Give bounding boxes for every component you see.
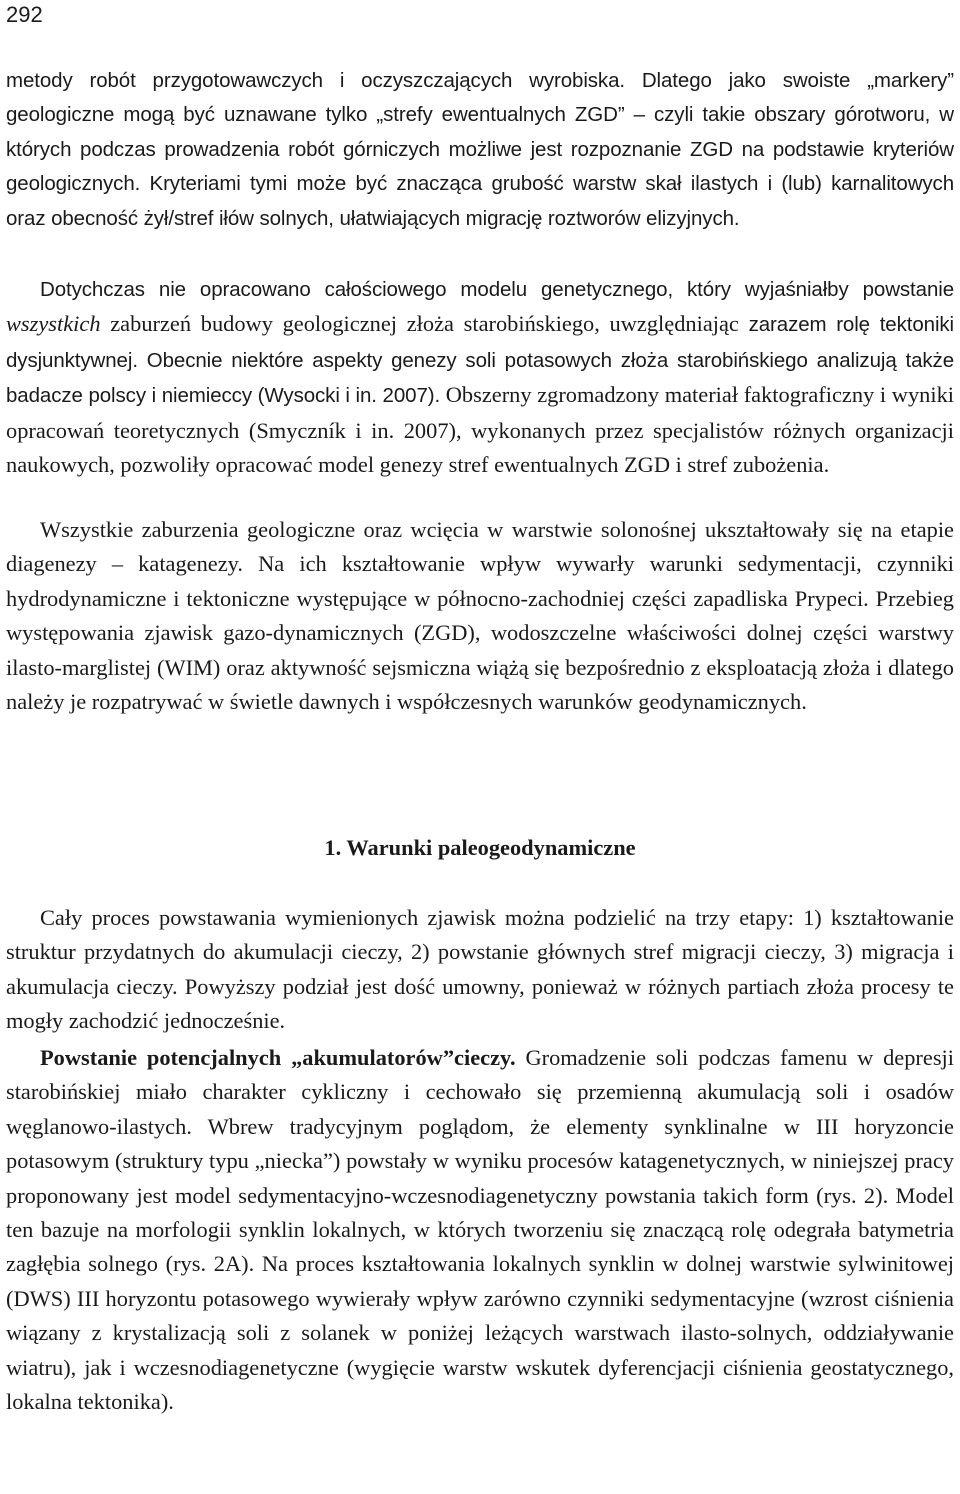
- paragraph-4: [6, 901, 954, 1039]
- paragraph-2-text-b: zaburzeń budowy geologicznej złoża starobińskiego, uwzględniając: [100, 311, 739, 337]
- paragraph-1-text: metody robót przygotowawczych i oczyszczających wyrobiska. Dlatego jako swoiste „markery” geologiczne mogą być uznawane tylko „strefy ewentualnych ZGD” – czyli takie obszary górotworu, w których podczas prowadzenia robót górniczych możliwe jest rozpoznanie ZGD na podstawie kryteriów geologicznych. Kryteriami tymi może być znacząca grubość warstw skał ilastych i (lub) karnalitowych oraz obecność żył/stref iłów solnych, ułatwiających migrację roztworów elizyjnych.: [6, 69, 954, 230]
- paragraph-2-text-d: Obszerny zgromadzony materiał faktograficzny i wyniki opracowań teoretycznych (Smyczník i in. 2007), wykonanych przez specjalistów różnych organizacji naukowych, pozwoliły opracować model genezy stref ewentualnych ZGD i stref zubożenia.: [6, 382, 954, 478]
- paragraph-4-text: Cały proces powstawania wymienionych zjawisk można podzielić na trzy etapy: 1) kształtowanie struktur przydatnych do akumulacji cieczy, 2) powstanie głównych stref migracji cieczy, 3) migracja i akumulacja cieczy. Powyższy podział jest dość umowny, ponieważ w różnych partiach złoża procesy te mogły zachodzić jednocześnie.: [6, 905, 954, 1034]
- section-heading: 1. Warunki paleogeodynamiczne: [324, 835, 636, 860]
- paragraph-1: [6, 64, 954, 236]
- page-number: 292: [6, 2, 43, 27]
- paragraph-5-bold-lead: Powstanie potencjalnych „akumulatorów”cieczy.: [40, 1045, 516, 1070]
- paragraph-2-text-a: Dotychczas nie opracowano całościowego modelu genetycznego, który wyjaśniałby powstanie: [40, 278, 954, 301]
- paragraph-3: [6, 513, 954, 719]
- paragraph-5: [6, 1041, 954, 1419]
- paragraph-2-italic: wszystkich: [6, 311, 101, 337]
- paragraph-5-text: Gromadzenie soli podczas famenu w depresji starobińskiej miało charakter cykliczny i cechowało się przemienną akumulacją soli i osadów węglanowo-ilastych. Wbrew tradycyjnym poglądom, że elementy synklinalne w III horyzoncie potasowym (struktury typu „niecka”) powstały w wyniku procesów katagenetycznych, w niniejszej pracy proponowany jest model sedymentacyjno-wczesnodiagenetyczny powstania takich form (rys. 2). Model ten bazuje na morfologii synklin lokalnych, w których tworzeniu się znaczącą rolę odegrała batymetria zagłębia solnego (rys. 2A). Na proces kształtowania lokalnych synklin w dolnej warstwie sylwinitowej (DWS) III horyzontu potasowego wywierały wpływ zarówno czynniki sedymentacyjne (wzrost ciśnienia wiązany z krystalizacją soli z solanek w poniżej leżących warstwach ilasto-solnych, oddziaływanie wiatru), jak i wczesnodiagenetyczne (wygięcie warstw wskutek dyferencjacji ciśnienia geostatycznego, lokalna tektonika).: [6, 1045, 954, 1415]
- paragraph-2: [6, 272, 954, 482]
- paragraph-3-text: Wszystkie zaburzenia geologiczne oraz wcięcia w warstwie solonośnej ukształtowały się na etapie diagenezy – katagenezy. Na ich kształtowanie wpływ wywarły warunki sedymentacji, czynniki hydrodynamiczne i tektoniczne występujące w północno-zachodniej części zapadliska Prypeci. Przebieg występowania zjawisk gazo-dynamicznych (ZGD), wodoszczelne właściwości dolnej części warstwy ilasto-marglistej (WIM) oraz aktywność sejsmiczna wiążą się bezpośrednio z eksploatacją złoża i dlatego należy je rozpatrywać w świetle dawnych i współczesnych warunków geodynamicznych.: [6, 517, 954, 715]
- paragraph-2-text-c: zarazem rolę tektoniki dysjunktywnej. Obecnie niektóre aspekty genezy soli potasowych złoża starobińskiego analizują także badacze polscy i niemieccy (Wysocki i in. 2007).: [6, 313, 954, 408]
